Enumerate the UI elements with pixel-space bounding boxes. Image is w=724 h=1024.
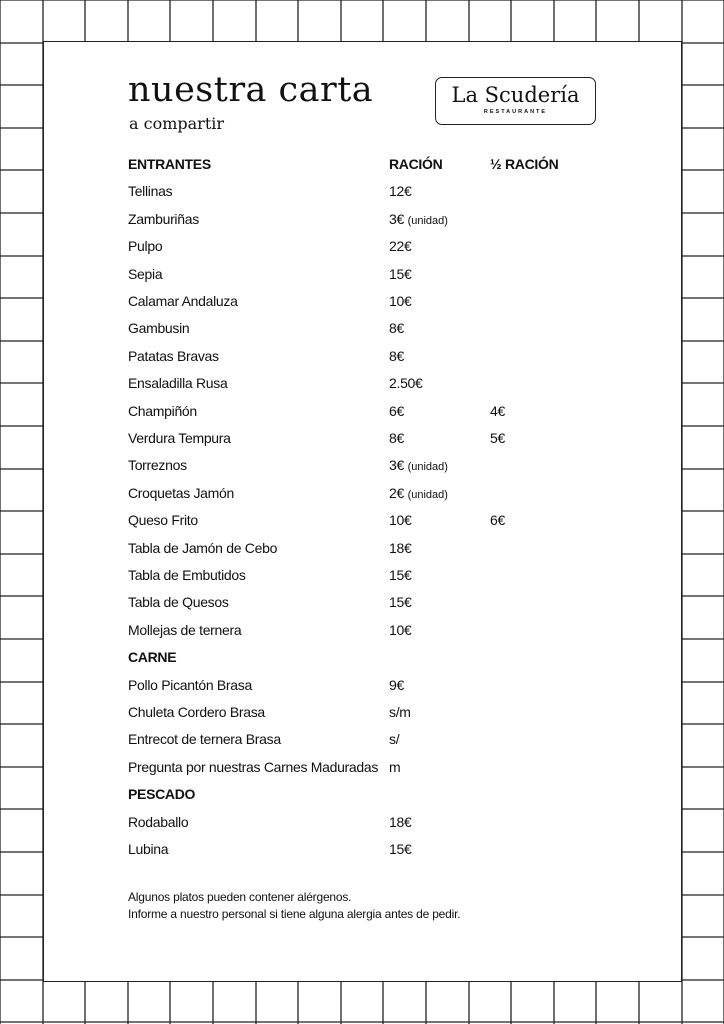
item-price-note: (unidad) bbox=[407, 461, 448, 474]
item-price-value: 8€ bbox=[389, 430, 404, 446]
section-heading-carne bbox=[0, 644, 724, 671]
item-name: Pulpo bbox=[128, 238, 163, 255]
item-price-value: s/m bbox=[389, 704, 411, 720]
item-price bbox=[389, 726, 399, 753]
item-price bbox=[389, 699, 411, 726]
item-name: Pollo Picantón Brasa bbox=[128, 676, 252, 693]
item-price bbox=[389, 343, 404, 370]
item-price bbox=[389, 507, 411, 534]
menu-item bbox=[0, 480, 724, 507]
menu-item bbox=[0, 535, 724, 562]
section-title: ENTRANTES bbox=[128, 156, 211, 172]
section-title: CARNE bbox=[128, 649, 177, 666]
item-price-note: (unidad) bbox=[407, 488, 448, 501]
item-price-value: 22€ bbox=[389, 238, 412, 255]
item-price bbox=[389, 398, 404, 425]
item-name: Ensaladilla Rusa bbox=[128, 375, 228, 392]
item-name: Verdura Tempura bbox=[128, 430, 231, 446]
item-price-value: 10€ bbox=[389, 293, 412, 309]
page-subtitle: a compartir bbox=[129, 114, 225, 133]
menu-item bbox=[0, 233, 724, 260]
item-price-value: 15€ bbox=[389, 594, 412, 611]
item-price-value: 8€ bbox=[389, 320, 404, 337]
item-name: Zamburiñas bbox=[128, 210, 199, 227]
allergen-notice-line-1: Algunos platos pueden contener alérgenos. bbox=[128, 890, 352, 904]
section-heading-pescado bbox=[0, 781, 724, 808]
item-price bbox=[389, 809, 411, 836]
item-price bbox=[389, 754, 400, 781]
item-name: Tabla de Embutidos bbox=[128, 567, 246, 583]
item-name: Entrecot de ternera Brasa bbox=[128, 731, 281, 748]
menu-item bbox=[0, 261, 724, 288]
logo-name: La Scudería bbox=[451, 83, 580, 107]
item-price bbox=[389, 836, 411, 863]
menu-item bbox=[0, 589, 724, 616]
item-name: Lubina bbox=[128, 841, 169, 857]
item-price-value: 8€ bbox=[389, 347, 404, 364]
item-name: Calamar Andaluza bbox=[128, 293, 238, 309]
menu-item bbox=[0, 425, 724, 452]
item-half-price: 6€ bbox=[490, 512, 505, 529]
menu-item bbox=[0, 617, 724, 644]
item-price bbox=[389, 288, 411, 315]
menu-item bbox=[0, 398, 724, 425]
menu-item bbox=[0, 206, 724, 233]
item-price-value: 15€ bbox=[389, 567, 412, 583]
item-price bbox=[389, 370, 423, 397]
item-name: Gambusin bbox=[128, 320, 190, 337]
logo-tagline: RESTAURANTE bbox=[483, 109, 548, 115]
item-name: Tabla de Quesos bbox=[128, 594, 229, 611]
menu-item bbox=[0, 672, 724, 699]
item-price-value: 3€ bbox=[389, 210, 404, 227]
item-price bbox=[389, 562, 411, 589]
item-price bbox=[389, 178, 411, 205]
page-title: nuestra carta bbox=[128, 70, 374, 110]
item-name: Patatas Bravas bbox=[128, 347, 219, 364]
item-price-value: 2.50€ bbox=[389, 375, 423, 392]
item-name: Pregunta por nuestras Carnes Maduradas bbox=[128, 758, 379, 775]
item-name: Tabla de Jamón de Cebo bbox=[128, 539, 278, 556]
item-name: Champiñón bbox=[128, 402, 197, 419]
item-price bbox=[389, 589, 411, 616]
item-price-value: 6€ bbox=[389, 402, 404, 419]
menu-item bbox=[0, 452, 724, 479]
item-price-value: s/ bbox=[389, 731, 400, 748]
item-price-value: 10€ bbox=[389, 621, 412, 638]
item-name: Queso Frito bbox=[128, 512, 198, 529]
item-price bbox=[389, 617, 411, 644]
item-price bbox=[389, 672, 404, 699]
menu-item bbox=[0, 562, 724, 589]
item-price-value: 3€ bbox=[389, 457, 404, 474]
item-price bbox=[389, 233, 411, 260]
allergen-notice bbox=[128, 889, 648, 923]
item-price-value: 9€ bbox=[389, 676, 404, 693]
item-price-value: 12€ bbox=[389, 183, 412, 200]
item-price-value: 10€ bbox=[389, 512, 412, 529]
item-price-value: m bbox=[389, 758, 401, 775]
item-price bbox=[389, 535, 411, 562]
item-name: Mollejas de ternera bbox=[128, 621, 242, 638]
menu-item bbox=[0, 370, 724, 397]
menu-item bbox=[0, 699, 724, 726]
menu-item bbox=[0, 315, 724, 342]
item-price-note: (unidad) bbox=[407, 214, 448, 227]
item-price-value: 18€ bbox=[389, 539, 412, 556]
item-name: Torreznos bbox=[128, 457, 187, 474]
menu-item bbox=[0, 754, 724, 781]
item-price bbox=[389, 452, 448, 481]
item-name: Rodaballo bbox=[128, 813, 189, 830]
item-price bbox=[389, 480, 448, 509]
item-name: Tellinas bbox=[128, 183, 173, 200]
item-price-value: 15€ bbox=[389, 841, 412, 857]
item-price bbox=[389, 206, 448, 235]
column-header-racion: RACIÓN bbox=[389, 156, 443, 172]
item-price bbox=[389, 315, 404, 342]
item-price bbox=[389, 425, 404, 452]
item-price bbox=[389, 261, 411, 288]
menu-item bbox=[0, 507, 724, 534]
section-title: PESCADO bbox=[128, 786, 196, 803]
item-name: Chuleta Cordero Brasa bbox=[128, 704, 265, 720]
menu-item bbox=[0, 726, 724, 753]
item-name: Croquetas Jamón bbox=[128, 484, 235, 501]
allergen-notice-line-2: Informe a nuestro personal si tiene alguna alergia antes de pedir. bbox=[128, 907, 461, 921]
item-price-value: 2€ bbox=[389, 484, 404, 501]
menu-item bbox=[0, 809, 724, 836]
item-half-price: 5€ bbox=[490, 430, 505, 446]
item-price-value: 18€ bbox=[389, 813, 412, 830]
menu-item bbox=[0, 836, 724, 863]
item-price-value: 15€ bbox=[389, 265, 412, 282]
menu-item bbox=[0, 343, 724, 370]
item-name: Sepia bbox=[128, 265, 163, 282]
section-heading-entrantes bbox=[0, 151, 724, 178]
item-half-price: 4€ bbox=[490, 402, 505, 419]
menu-item bbox=[0, 178, 724, 205]
menu-item bbox=[0, 288, 724, 315]
column-header-media-racion: ½ RACIÓN bbox=[490, 156, 559, 172]
